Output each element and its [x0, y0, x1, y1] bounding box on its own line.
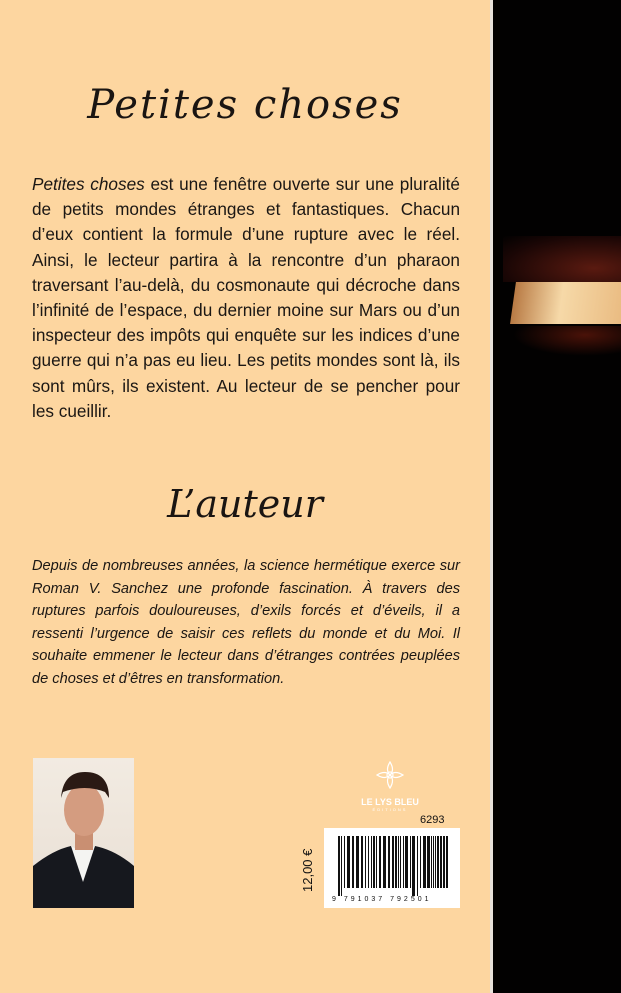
lily-flower-icon — [375, 760, 405, 790]
front-cover-image-edge — [493, 0, 621, 993]
author-photo — [33, 758, 134, 908]
barcode-bar — [437, 836, 439, 888]
isbn-digits: 9 791037 792501 — [332, 896, 432, 903]
barcode-bar — [400, 836, 401, 888]
barcode-bar — [440, 836, 442, 888]
barcode-bar — [412, 836, 415, 896]
book-title: Petites choses — [87, 82, 403, 128]
publisher-subtitle: ÉDITIONS — [372, 807, 408, 812]
barcode-bar — [383, 836, 386, 888]
barcode-bar — [392, 836, 394, 888]
barcode-bar — [368, 836, 369, 888]
barcode-bar — [347, 836, 350, 888]
shadow — [503, 236, 621, 282]
publisher-logo — [355, 760, 425, 812]
barcode-bar — [410, 836, 411, 888]
barcode-bar — [446, 836, 448, 888]
summary-paragraph — [32, 172, 460, 424]
barcode-bar — [398, 836, 399, 888]
barcode-bar — [417, 836, 418, 896]
barcode-bar — [338, 836, 340, 896]
barcode-bar — [373, 836, 375, 888]
author-bio: Depuis de nombreuses années, la science hermétique exerce sur Roman V. Sanchez une profonde fascination. À travers des ruptures parfois douloureuses, d’exils forcés et d’éveils, il a ressenti l’urgence de saisir ces reflets du monde et du Moi. Il souhaite emmener le lecteur dans d’étranges contrées peuplées de choses et d’êtres en transformation. — [32, 558, 460, 687]
publisher-name: LE LYS BLEU — [361, 797, 419, 807]
barcode-bar — [361, 836, 363, 888]
barcode-bar — [376, 836, 377, 888]
barcode-bar — [356, 836, 359, 888]
summary-lead: Petites choses — [32, 174, 145, 194]
barcode-bar — [379, 836, 381, 888]
barcode-bar — [341, 836, 342, 896]
price: 12,00 € — [300, 848, 315, 892]
barcode-bar — [371, 836, 372, 888]
summary-text: est une fenêtre ouverte sur une pluralité de petits mondes étranges et fantastiques. Chacun d’eux contient la formule d’une rupture avec le réel. Ainsi, le lecteur partira à la rencontre d’un pharaon traversant l’au-delà, du cosmonaute qui décroche dans l’infinité de l’espace, du dernier moine sur Mars ou d’un inspecteur des impôts qui enquête sur les indices d’une guerre qui n’a pas eu lieu. Les petits mondes sont là, ils sont mûrs, ils existent. Au lecteur de se pencher pour les cueillir. — [32, 174, 460, 421]
barcode-bar — [352, 836, 354, 888]
barcode-bar — [405, 836, 408, 888]
barcode-bar — [344, 836, 345, 888]
book-code: 6293 — [420, 814, 445, 826]
barcode-bar — [433, 836, 434, 888]
barcode-bar — [427, 836, 430, 888]
reflection — [513, 326, 621, 356]
barcode-bar — [395, 836, 397, 888]
barcode-bar — [435, 836, 436, 888]
barcode-bar — [420, 836, 421, 888]
barcode-bar — [423, 836, 426, 888]
author-heading: L’auteur — [167, 482, 323, 526]
barcode-bar — [365, 836, 366, 888]
barcode-bar — [403, 836, 404, 888]
barcode-bar — [443, 836, 445, 888]
barcode-bar — [431, 836, 432, 888]
lit-surface — [510, 282, 621, 324]
barcode-bar — [388, 836, 390, 888]
barcode — [324, 828, 460, 908]
